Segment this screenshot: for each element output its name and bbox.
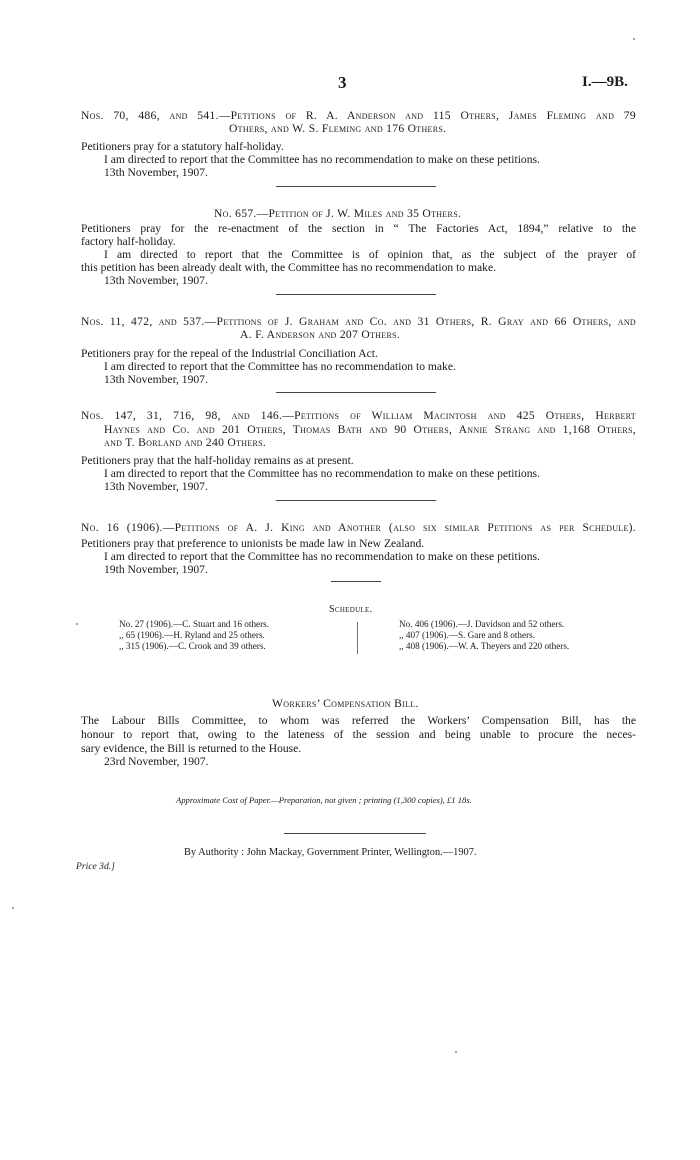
- petition-heading-3a: Nos. 11, 472, and 537.—Petitions of J. Graham and Co. and 31 Others, R. Gray and 66 Others, and: [81, 315, 636, 328]
- petition-date-5: 19th November, 1907.: [104, 563, 208, 576]
- paper-code: I.—9B.: [582, 74, 628, 90]
- schedule-left-row-1: No. 27 (1906).—C. Stuart and 16 others.: [119, 619, 270, 629]
- price-label: Price 3d.]: [76, 861, 115, 872]
- print-speck: [633, 38, 635, 40]
- section-divider-1: [276, 186, 436, 187]
- schedule-title: Schedule.: [329, 604, 373, 615]
- petition-report-5: I am directed to report that the Committee has no recommendation to make on these petitions.: [104, 550, 540, 563]
- petition-report-1: I am directed to report that the Committee has no recommendation to make on these petitions.: [104, 153, 540, 166]
- bill-text-2: honour to report that, owing to the lateness of the session and being unable to procure the neces-: [81, 728, 636, 741]
- petition-heading-4a: Nos. 147, 31, 716, 98, and 146.—Petitions of William Macintosh and 425 Others, Herbert: [81, 409, 636, 422]
- petition-report-2a: I am directed to report that the Committee is of opinion that, as the subject of the prayer of: [104, 248, 636, 261]
- petition-prayer-2b: factory half-holiday.: [81, 235, 176, 248]
- section-divider-5: [331, 581, 381, 582]
- page-number: 3: [338, 73, 347, 92]
- bill-text-1: The Labour Bills Committee, to whom was referred the Workers’ Compensation Bill, has the: [81, 714, 636, 727]
- petition-date-3: 13th November, 1907.: [104, 373, 208, 386]
- schedule-left-row-3: ,, 315 (1906).—C. Crook and 39 others.: [119, 641, 266, 651]
- section-divider-2: [276, 294, 436, 295]
- petition-heading-5: No. 16 (1906).—Petitions of A. J. King and Another (also six similar Petitions as per Schedule).: [81, 521, 636, 534]
- bill-text-3: sary evidence, the Bill is returned to the House.: [81, 742, 302, 755]
- bill-date: 23rd November, 1907.: [104, 755, 209, 768]
- cost-note: Approximate Cost of Paper.—Preparation, not given ; printing (1,300 copies), £1 18s.: [176, 795, 472, 805]
- petition-prayer-4: Petitioners pray that the half-holiday remains as at present.: [81, 454, 354, 467]
- petition-date-1: 13th November, 1907.: [104, 166, 208, 179]
- print-speck: [12, 907, 14, 909]
- schedule-divider: [357, 622, 358, 654]
- petition-heading-1b: Others, and W. S. Fleming and 176 Others.: [229, 122, 447, 135]
- petition-heading-4c: and T. Borland and 240 Others.: [104, 436, 267, 449]
- petition-date-4: 13th November, 1907.: [104, 480, 208, 493]
- section-divider-3: [276, 392, 436, 393]
- petition-date-2: 13th November, 1907.: [104, 274, 208, 287]
- petition-report-3: I am directed to report that the Committee has no recommendation to make.: [104, 360, 456, 373]
- footer-rule: [284, 833, 426, 834]
- petition-report-4: I am directed to report that the Committee has no recommendation to make on these petitions.: [104, 467, 540, 480]
- petition-prayer-1: Petitioners pray for a statutory half-holiday.: [81, 140, 284, 153]
- petition-report-2b: this petition has been already dealt with, the Committee has no recommendation to make.: [81, 261, 497, 274]
- petition-heading-2: No. 657.—Petition of J. W. Miles and 35 Others.: [214, 207, 462, 220]
- schedule-right-row-1: No. 406 (1906).—J. Davidson and 52 others.: [399, 619, 565, 629]
- petition-heading-1a: Nos. 70, 486, and 541.—Petitions of R. A. Anderson and 115 Others, James Fleming and 79: [81, 109, 636, 122]
- petition-prayer-3: Petitioners pray for the repeal of the Industrial Conciliation Act.: [81, 347, 378, 360]
- schedule-right-row-3: ,, 408 (1906).—W. A. Theyers and 220 others.: [399, 641, 570, 651]
- petition-prayer-2a: Petitioners pray for the re-enactment of the section in “ The Factories Act, 1894,” relative to the: [81, 222, 636, 235]
- bill-title: Workers’ Compensation Bill.: [272, 697, 419, 710]
- schedule-right-row-2: ,, 407 (1906).—S. Gare and 8 others.: [399, 630, 536, 640]
- section-divider-4: [276, 500, 436, 501]
- margin-mark: [76, 623, 78, 625]
- printer-authority: By Authority : John Mackay, Government Printer, Wellington.—1907.: [184, 847, 477, 858]
- schedule-left-row-2: ,, 65 (1906).—H. Ryland and 25 others.: [119, 630, 265, 640]
- print-speck: [455, 1051, 457, 1053]
- petition-heading-3b: A. F. Anderson and 207 Others.: [240, 328, 401, 341]
- petition-heading-4b: Haynes and Co. and 201 Others, Thomas Bath and 90 Others, Annie Strang and 1,168 Others,: [104, 423, 636, 436]
- petition-prayer-5: Petitioners pray that preference to unionists be made law in New Zealand.: [81, 537, 425, 550]
